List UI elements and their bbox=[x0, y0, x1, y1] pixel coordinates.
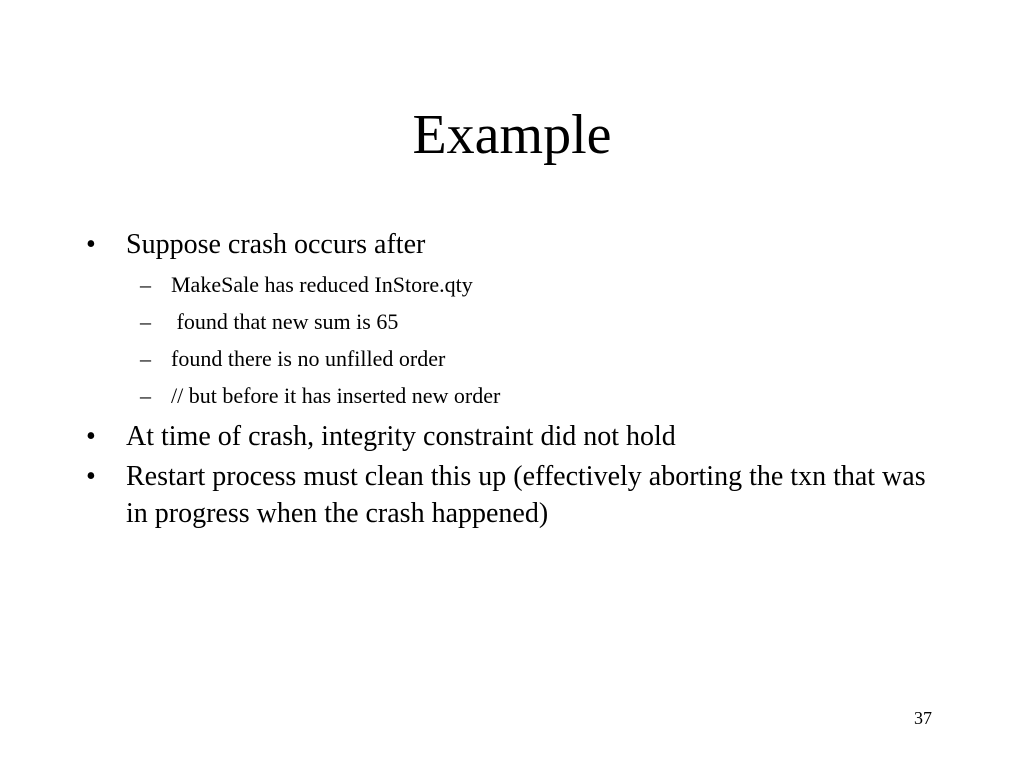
dash-icon: – bbox=[140, 272, 151, 297]
bullet-text: At time of crash, integrity constraint did not hold bbox=[126, 421, 676, 452]
sub-bullet-item bbox=[86, 270, 946, 299]
sub-bullet-text: found that new sum is 65 bbox=[171, 309, 399, 334]
sub-bullet-item bbox=[86, 344, 946, 373]
slide-body bbox=[86, 226, 946, 535]
sub-bullet-text: // but before it has inserted new order bbox=[171, 383, 501, 408]
sub-bullet-text: MakeSale has reduced InStore.qty bbox=[171, 272, 473, 297]
bullet-item bbox=[86, 458, 946, 532]
page-number: 37 bbox=[914, 708, 932, 728]
sub-bullet-list bbox=[86, 270, 946, 410]
bullet-item bbox=[86, 418, 946, 455]
dash-icon: – bbox=[140, 309, 151, 334]
sub-bullet-text: found there is no unfilled order bbox=[171, 346, 446, 371]
bullet-text: Suppose crash occurs after bbox=[126, 229, 426, 260]
dash-icon: – bbox=[140, 383, 151, 408]
bullet-icon: • bbox=[86, 229, 96, 260]
bullet-icon: • bbox=[86, 461, 96, 492]
sub-bullet-item bbox=[86, 307, 946, 336]
dash-icon: – bbox=[140, 346, 151, 371]
sub-bullet-item bbox=[86, 381, 946, 410]
bullet-item bbox=[86, 226, 946, 263]
bullet-text: Restart process must clean this up (effectively aborting the txn that was in progress when the crash happened) bbox=[126, 461, 926, 529]
slide-title: Example bbox=[412, 104, 612, 166]
bullet-icon: • bbox=[86, 421, 96, 452]
